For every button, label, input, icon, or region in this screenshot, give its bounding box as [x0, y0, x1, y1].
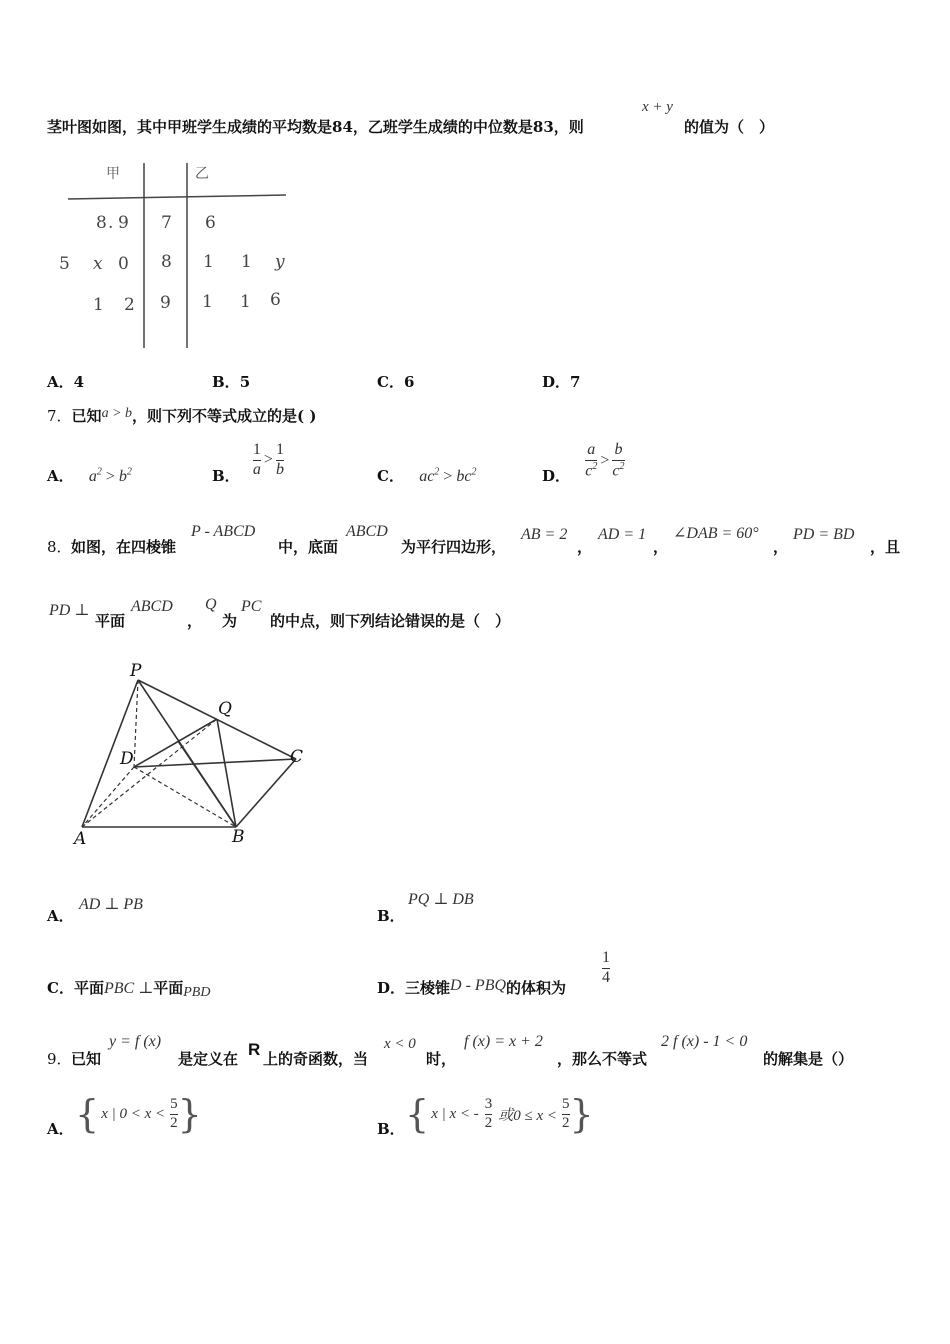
q7-b-den2: b [275, 460, 284, 478]
q8-sep-4: ， [187, 612, 203, 630]
q9-number: 9． [47, 1050, 72, 1068]
q7-c-a: ac [419, 468, 435, 485]
q7-d-op: > [600, 451, 610, 469]
q8-text-5: 平面 [95, 612, 126, 630]
q8-math-10: PC [241, 598, 262, 615]
q9-text-3: 上的奇函数，当 [263, 1050, 369, 1068]
q8-option-d[interactable] [377, 977, 566, 998]
q9-option-a-label[interactable]: A． [47, 1120, 74, 1138]
row1-leaf-right-1: 6 [205, 213, 216, 233]
q8-option-d-fraction [602, 950, 610, 987]
q8-option-b-label[interactable]: B． [377, 907, 405, 925]
vertex-d-label: D [120, 749, 134, 769]
q7-a-op: > [105, 468, 119, 485]
q9-a-num: 5 [170, 1095, 178, 1112]
q6-option-a[interactable] [47, 371, 84, 392]
q7-c-exp2: 2 [471, 466, 477, 478]
q8-option-d-text2: 的体积为 [506, 979, 567, 997]
q9-math-4: 2 f (x) - 1 < 0 [661, 1033, 748, 1050]
q8-option-c-text1: 平面 [73, 979, 104, 997]
q7-a-exp2: 2 [126, 466, 132, 478]
q6-option-a-label: A． [47, 373, 74, 391]
q6-option-c-label: C． [377, 373, 404, 391]
q6-stem-text-b: 的值为（ ） [684, 118, 775, 136]
q7-option-b-label: B． [212, 467, 240, 485]
q8-math-4: AD = 1 [598, 526, 647, 543]
row1-leaf-left-1: 8 [96, 213, 107, 233]
q8-d-den: 4 [602, 968, 610, 986]
q8-math-3: AB = 2 [521, 526, 568, 543]
q6-expr: x + y [642, 99, 673, 115]
q7-b-den1: a [252, 460, 261, 478]
vertex-a-label: A [74, 829, 87, 849]
q8-option-a-label[interactable]: A． [47, 907, 74, 925]
q6-option-d-label: D． [542, 373, 571, 391]
q9-a-set-text: x | 0 < x < [101, 1105, 166, 1122]
q8-math-2: ABCD [346, 523, 388, 540]
q7-c-b: bc [456, 468, 472, 485]
q7-option-c[interactable] [377, 465, 476, 486]
q8-number: 8． [47, 538, 72, 556]
row1-leaf-left-2: . [108, 213, 114, 233]
q8-option-c-math1: PBC ⊥ [103, 980, 154, 997]
q8-math-7: PD ⊥ [49, 602, 90, 619]
stem-leaf-plot [50, 155, 295, 355]
q6-option-c-text: 6 [403, 373, 415, 391]
q7-a-exp1: 2 [96, 466, 102, 478]
q7-d-den2: c [612, 462, 620, 480]
q9-b-set-text1: x | x < - [431, 1105, 479, 1122]
plot-head-right: 乙 [195, 166, 209, 182]
q7-condition: a > b [101, 406, 133, 421]
row3-leaf-left-2: 2 [124, 295, 135, 315]
q7-stem [47, 405, 316, 426]
q7-option-d[interactable] [542, 438, 625, 485]
q9-math-3: f (x) = x + 2 [464, 1033, 543, 1050]
q9-text-1: 已知 [71, 1050, 102, 1068]
q8-text-4: ，且 [870, 538, 901, 556]
row3-stem: 9 [160, 293, 171, 313]
q7-number: 7． [47, 407, 72, 425]
vertex-p-label: P [130, 661, 142, 681]
row2-leaf-left-1: 5 [59, 254, 70, 274]
q8-text-6: 为 [222, 612, 238, 630]
q6-option-b[interactable] [212, 371, 250, 392]
q7-option-b[interactable] [212, 438, 284, 485]
q9-a-left-brace: { [75, 1092, 100, 1136]
q8-option-b-math: PQ ⊥ DB [408, 891, 474, 908]
q7-option-a[interactable] [47, 465, 132, 486]
q9-b-den1: 2 [484, 1114, 493, 1131]
q8-math-5: ∠DAB = 60° [673, 525, 759, 542]
q8-option-c-math2: PBD [183, 985, 211, 1000]
q8-d-num: 1 [602, 949, 610, 966]
q6-option-b-text: 5 [239, 373, 251, 391]
q7-c-exp1: 2 [434, 466, 440, 478]
row1-leaf-left-3: 9 [118, 213, 129, 233]
vertex-b-label: B [232, 827, 245, 847]
stem-leaf-lines [50, 155, 295, 355]
q6-stem [47, 116, 584, 137]
vertex-q-label: Q [218, 699, 232, 719]
row3-leaf-right-2: 1 [240, 292, 251, 312]
q9-b-num1: 3 [484, 1095, 493, 1112]
q7-c-op: > [443, 468, 457, 485]
q8-text-7: 的中点，则下列结论错误的是（ ） [270, 612, 511, 630]
q9-b-or-text: 或0 ≤ x < [498, 1107, 558, 1124]
q8-option-d-label: D． [377, 979, 406, 997]
q8-text-2: 中，底面 [278, 538, 339, 556]
q8-sep-3: ， [773, 538, 789, 556]
q9-text-6: 的解集是（） [763, 1050, 854, 1068]
q8-math-6: PD = BD [793, 526, 855, 543]
q6-option-b-label: B． [212, 373, 240, 391]
q8-option-c-label: C． [47, 979, 74, 997]
q7-a-b: b [118, 468, 127, 485]
q9-a-den: 2 [170, 1114, 178, 1131]
q7-d-exp2: 2 [619, 460, 625, 472]
vertex-c-label: C [290, 747, 304, 767]
q7-d-num2: b [614, 441, 623, 458]
q9-real-set: R [248, 1040, 261, 1059]
row2-leaf-left-2: x [93, 254, 103, 274]
q7-stem-a: 已知 [71, 407, 102, 425]
q8-text-3: 为平行四边形， [401, 538, 507, 556]
q8-option-a-math: AD ⊥ PB [79, 896, 143, 913]
q9-b-num2: 5 [562, 1095, 570, 1112]
q7-a-base: a [88, 468, 97, 485]
q7-b-num2: 1 [275, 441, 284, 458]
q7-stem-b: ，则下列不等式成立的是( ) [132, 407, 317, 425]
q9-b-den2: 2 [562, 1114, 570, 1131]
plot-head-left: 甲 [106, 166, 120, 182]
q7-d-exp1: 2 [592, 460, 598, 472]
q7-d-den1: c [585, 462, 593, 480]
q7-b-op: > [263, 451, 273, 469]
q8-math-1: P - ABCD [191, 523, 256, 540]
q6-option-a-text: 4 [73, 373, 85, 391]
q8-option-d-text1: 三棱锥 [405, 979, 451, 997]
q8-text-1: 如图，在四棱锥 [71, 538, 177, 556]
q8-math-8: ABCD [131, 598, 173, 615]
q9-math-2: x < 0 [384, 1036, 416, 1052]
q8-math-9: Q [205, 596, 217, 613]
q8-option-d-math: D - PBQ [450, 977, 507, 994]
q6-option-c[interactable] [377, 371, 414, 392]
q9-math-1: y = f (x) [109, 1033, 162, 1050]
q9-a-right-brace: } [177, 1092, 202, 1136]
q6-option-d[interactable] [542, 371, 580, 392]
row2-leaf-right-1: 1 [203, 252, 214, 272]
q7-d-num1: a [587, 441, 596, 458]
q7-option-a-label: A． [47, 467, 74, 485]
q8-option-c[interactable] [47, 977, 210, 998]
q7-option-c-label: C． [377, 467, 404, 485]
q8-sep-1: ， [577, 538, 593, 556]
row1-stem: 7 [161, 213, 172, 233]
q7-option-d-label: D． [542, 467, 571, 485]
q9-option-a-set [75, 1092, 202, 1136]
pyramid-lines [50, 655, 320, 855]
q8-option-c-text2: 平面 [153, 979, 184, 997]
q6-option-d-text: 7 [570, 373, 581, 391]
q6-stem-text-a: 茎叶图如图，其中甲班学生成绩的平均数是84，乙班学生成绩的中位数是83，则 [47, 118, 584, 136]
row2-stem: 8 [161, 252, 172, 272]
q9-text-2: 是定义在 [178, 1050, 239, 1068]
row3-leaf-right-3: 6 [270, 290, 281, 310]
q7-b-num1: 1 [252, 441, 261, 458]
row2-leaf-right-3: y [275, 252, 285, 272]
row2-leaf-right-2: 1 [241, 252, 252, 272]
q9-b-right-brace: } [569, 1092, 594, 1136]
pyramid-figure [50, 655, 320, 855]
q8-sep-2: ， [653, 538, 669, 556]
q9-text-4: 时， [426, 1050, 457, 1068]
row2-leaf-left-3: 0 [118, 254, 129, 274]
q9-b-left-brace: { [405, 1092, 430, 1136]
q9-option-b-set [405, 1092, 594, 1136]
q9-text-5: ，那么不等式 [557, 1050, 648, 1068]
row3-leaf-right-1: 1 [202, 292, 213, 312]
q9-option-b-label[interactable]: B． [377, 1120, 405, 1138]
row3-leaf-left-1: 1 [93, 295, 104, 315]
